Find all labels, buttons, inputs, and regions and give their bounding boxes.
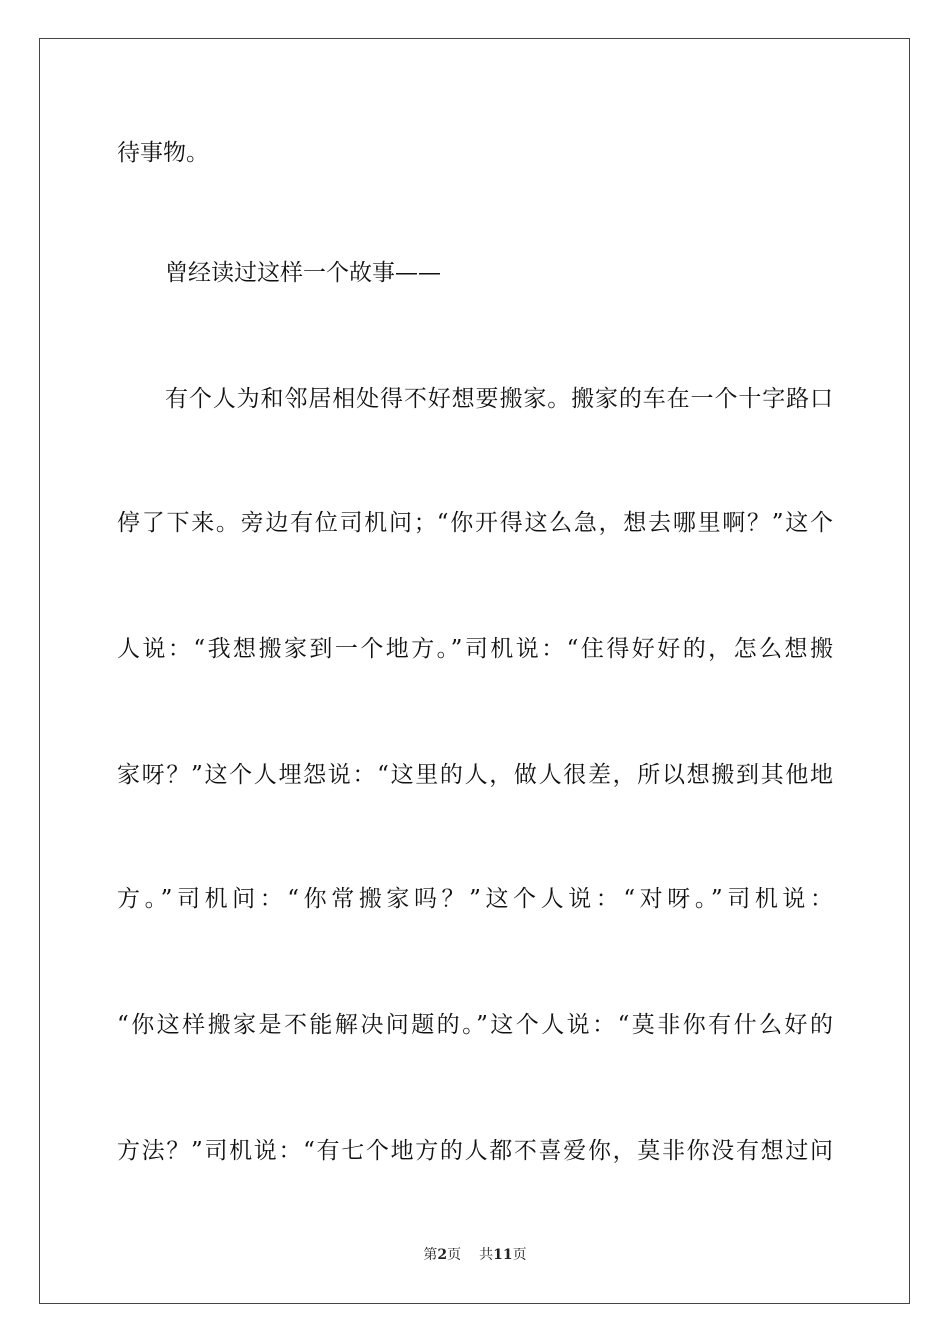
- footer-page-prefix: 第: [423, 1247, 438, 1263]
- footer-total-suffix: 页: [512, 1247, 527, 1263]
- text-line-4: 停了下来。旁边有位司机问；“你开得这么急，想去哪里啊？”这个: [117, 510, 833, 536]
- footer-page-suffix: 页: [447, 1247, 462, 1263]
- text-line-5: 人说：“我想搬家到一个地方。”司机说：“住得好好的，怎么想搬: [117, 636, 833, 662]
- text-line-9: 方法？”司机说：“有七个地方的人都不喜爱你，莫非你没有想过问: [117, 1138, 833, 1164]
- text-line-3: 有个人为和邻居相处得不好想要搬家。搬家的车在一个十字路口: [165, 386, 833, 412]
- text-line-2: 曾经读过这样一个故事——: [165, 260, 441, 286]
- text-line-1: 待事物。: [117, 140, 209, 166]
- text-line-6: 家呀？”这个人埋怨说：“这里的人，做人很差，所以想搬到其他地: [117, 762, 833, 788]
- text-line-7: 方。”司机问：“你常搬家吗？”这个人说：“对呀。”司机说：: [117, 886, 833, 912]
- footer-page-number: 2: [437, 1247, 448, 1263]
- page-border: [39, 38, 910, 1304]
- footer-total-prefix: 共: [479, 1247, 494, 1263]
- footer-total-pages: 11: [493, 1247, 513, 1263]
- text-line-8: “你这样搬家是不能解决问题的。”这个人说：“莫非你有什么好的: [117, 1012, 833, 1038]
- page-footer: [0, 1246, 950, 1264]
